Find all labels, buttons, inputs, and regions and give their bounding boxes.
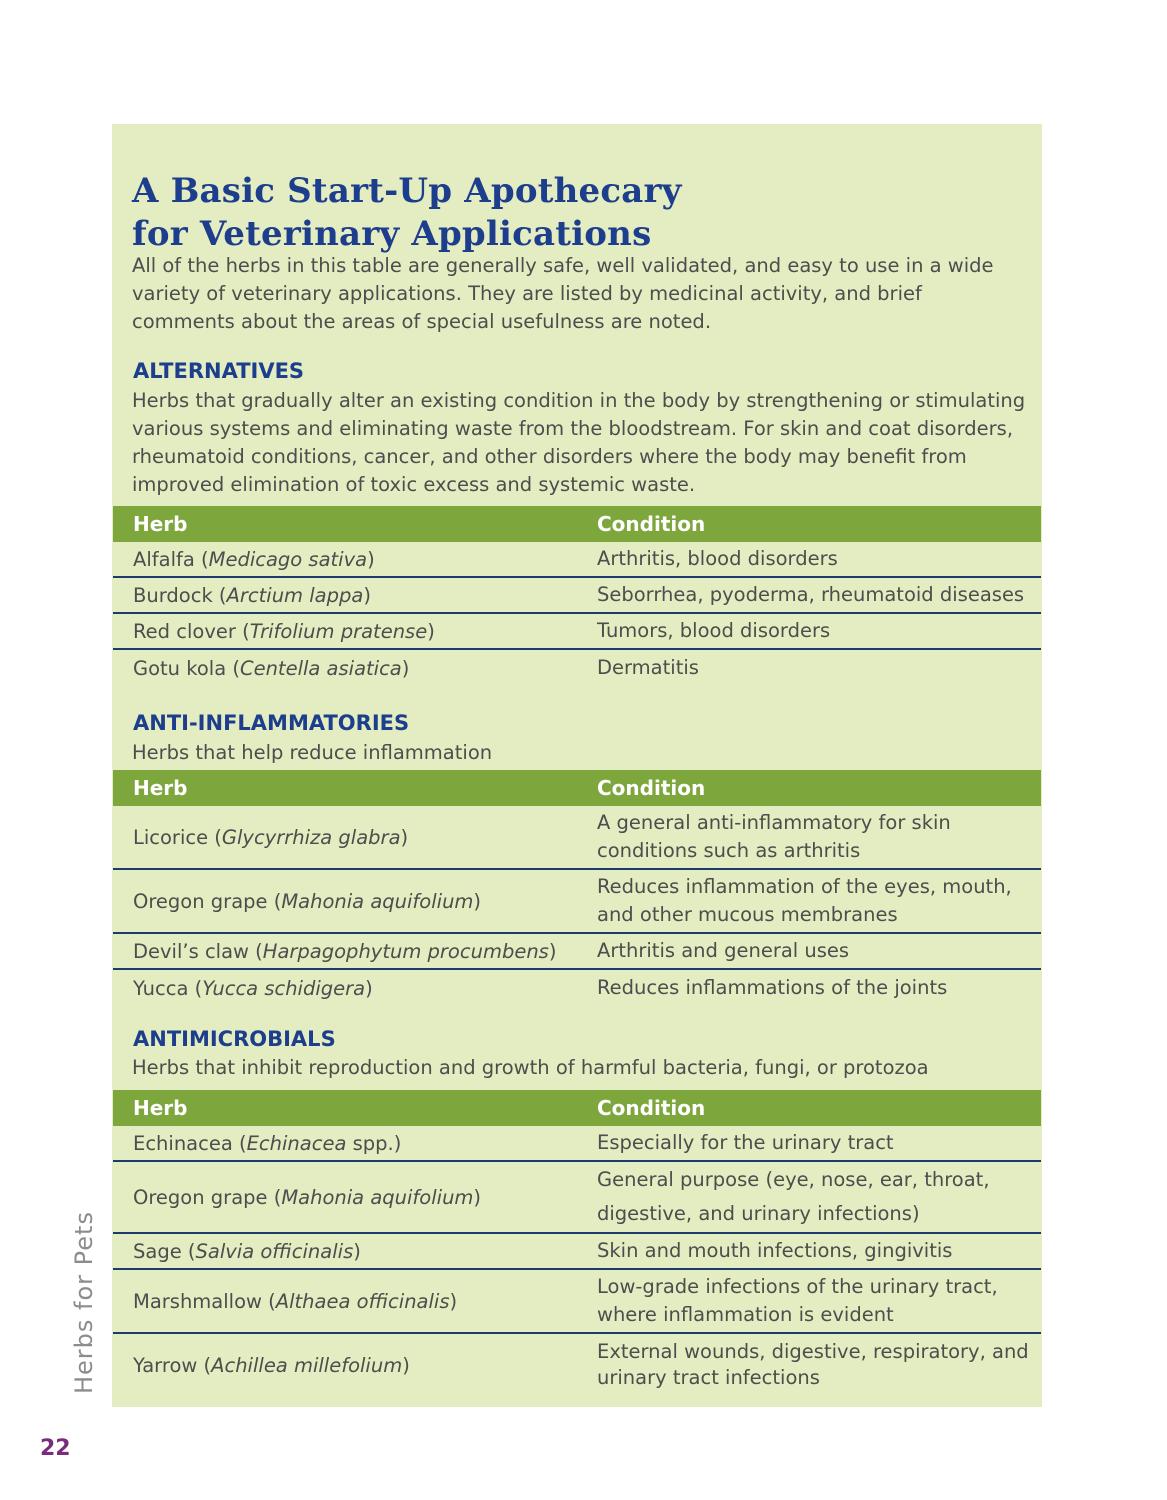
section-description-anti-inflammatories: Herbs that help reduce inflammation <box>132 741 493 764</box>
herb-cell: Yucca (Yucca schidigera) <box>133 976 373 1000</box>
table-row <box>113 970 1041 1006</box>
herb-common-name: Oregon grape <box>133 1185 268 1209</box>
herb-latin-name: Centella asiatica <box>239 656 402 680</box>
herb-latin-name: Salvia officinalis <box>195 1239 354 1263</box>
herb-common-name: Echinacea <box>133 1131 233 1155</box>
condition-cell: Arthritis, blood disorders <box>597 547 838 570</box>
page-title <box>132 170 682 256</box>
condition-cell: A general anti-inflammatory for skin conditions such as arthritis <box>597 811 951 862</box>
title-line-1: A Basic Start-Up Apothecary <box>132 171 682 211</box>
table-row <box>113 1334 1041 1396</box>
herb-common-name: Licorice <box>133 825 209 849</box>
herb-cell: Echinacea (Echinacea spp.) <box>133 1131 402 1155</box>
condition-cell: Skin and mouth infections, gingivitis <box>597 1239 953 1262</box>
herb-cell: Burdock (Arctium lappa) <box>133 583 371 607</box>
table-row <box>113 1126 1041 1162</box>
condition-cell: External wounds, digestive, respiratory, and urinary tract infections <box>597 1340 1029 1389</box>
table-row <box>113 1270 1041 1334</box>
condition-cell: Especially for the urinary tract <box>597 1131 894 1154</box>
header-condition: Condition <box>597 776 706 800</box>
table-row <box>113 806 1041 870</box>
section-heading-anti-inflammatories: ANTI-INFLAMMATORIES <box>133 711 410 735</box>
table-row <box>113 934 1041 970</box>
herb-cell: Yarrow (Achillea millefolium) <box>133 1353 410 1377</box>
title-line-2: for Veterinary Applications <box>132 214 652 254</box>
table-antimicrobials <box>113 1090 1041 1396</box>
herb-common-name: Yucca <box>133 976 189 1000</box>
table-row <box>113 1162 1041 1234</box>
table-header <box>113 770 1041 806</box>
table-row <box>113 870 1041 934</box>
table-row <box>113 578 1041 614</box>
herb-cell: Oregon grape (Mahonia aquifolium) <box>133 889 482 913</box>
page-number: 22 <box>40 1436 71 1461</box>
running-side-label: Herbs for Pets <box>70 1211 98 1394</box>
table-header <box>113 1090 1041 1126</box>
table-row <box>113 614 1041 650</box>
herb-common-name: Gotu kola <box>133 656 227 680</box>
table-row <box>113 542 1041 578</box>
herb-common-name: Devil’s claw <box>133 939 249 963</box>
herb-latin-name: Echinacea <box>246 1131 347 1155</box>
herb-latin-name: Achillea millefolium <box>211 1353 403 1377</box>
herb-cell: Gotu kola (Centella asiatica) <box>133 656 410 680</box>
condition-cell: General purpose (eye, nose, ear, throat, digestive, and urinary infections) <box>597 1168 990 1225</box>
herb-cell: Licorice (Glycyrrhiza glabra) <box>133 825 409 849</box>
condition-cell: Reduces inflammation of the eyes, mouth, and other mucous membranes <box>597 875 1012 926</box>
herb-latin-name: Harpagophytum procumbens <box>262 939 549 963</box>
herb-cell: Red clover (Trifolium pratense) <box>133 619 435 643</box>
condition-cell: Low-grade infections of the urinary tract, where inflammation is evident <box>597 1275 998 1326</box>
herb-common-name: Alfalfa <box>133 547 195 571</box>
herb-latin-name: Medicago sativa <box>208 547 368 571</box>
table-row <box>113 650 1041 686</box>
herb-latin-name: Althaea officinalis <box>275 1289 450 1313</box>
section-description-alternatives: Herbs that gradually alter an existing condition in the body by strengthening or stimulating various systems and eliminating waste from the bloodstream. For skin and coat disorders, rheumatoid conditions, cancer, and other disorders where the body may benefit from improved elimination of toxic excess and systemic waste. <box>132 389 1026 496</box>
header-herb: Herb <box>133 1096 188 1120</box>
section-heading-alternatives: ALTERNATIVES <box>133 359 305 383</box>
table-anti-inflammatories <box>113 770 1041 1006</box>
herb-latin-name: Glycyrrhiza glabra <box>221 825 401 849</box>
herb-common-name: Oregon grape <box>133 889 268 913</box>
condition-cell: Tumors, blood disorders <box>597 619 831 642</box>
herb-latin-suffix: spp. <box>346 1131 394 1155</box>
header-condition: Condition <box>597 512 706 536</box>
condition-cell: Dermatitis <box>597 656 699 679</box>
herb-common-name: Burdock <box>133 583 213 607</box>
herb-latin-name: Mahonia aquifolium <box>281 889 474 913</box>
intro-paragraph: All of the herbs in this table are generally safe, well validated, and easy to use in a wide variety of veterinary applications. They are listed by medicinal activity, and brief comments about the areas of special usefulness are noted. <box>132 254 994 333</box>
herb-cell: Marshmallow (Althaea officinalis) <box>133 1289 458 1313</box>
section-description-antimicrobials: Herbs that inhibit reproduction and growth of harmful bacteria, fungi, or protozoa <box>132 1056 929 1079</box>
herb-latin-name: Arctium lappa <box>226 583 364 607</box>
herb-latin-name: Trifolium pratense <box>249 619 428 643</box>
herb-common-name: Sage <box>133 1239 182 1263</box>
herb-cell: Alfalfa (Medicago sativa) <box>133 547 375 571</box>
herb-cell: Devil’s claw (Harpagophytum procumbens) <box>133 939 557 963</box>
header-condition: Condition <box>597 1096 706 1120</box>
condition-cell: Arthritis and general uses <box>597 939 850 962</box>
herb-common-name: Red clover <box>133 619 236 643</box>
herb-common-name: Marshmallow <box>133 1289 262 1313</box>
herb-cell: Oregon grape (Mahonia aquifolium) <box>133 1185 482 1209</box>
header-herb: Herb <box>133 776 188 800</box>
herb-latin-name: Mahonia aquifolium <box>281 1185 474 1209</box>
table-alternatives <box>113 506 1041 686</box>
section-heading-antimicrobials: ANTIMICROBIALS <box>133 1027 336 1051</box>
condition-cell: Reduces inflammations of the joints <box>597 976 948 999</box>
condition-cell: Seborrhea, pyoderma, rheumatoid diseases <box>597 583 1025 606</box>
table-header <box>113 506 1041 542</box>
herb-latin-name: Yucca schidigera <box>202 976 366 1000</box>
table-row <box>113 1234 1041 1270</box>
header-herb: Herb <box>133 512 188 536</box>
herb-cell: Sage (Salvia officinalis) <box>133 1239 361 1263</box>
herb-common-name: Yarrow <box>133 1353 198 1377</box>
